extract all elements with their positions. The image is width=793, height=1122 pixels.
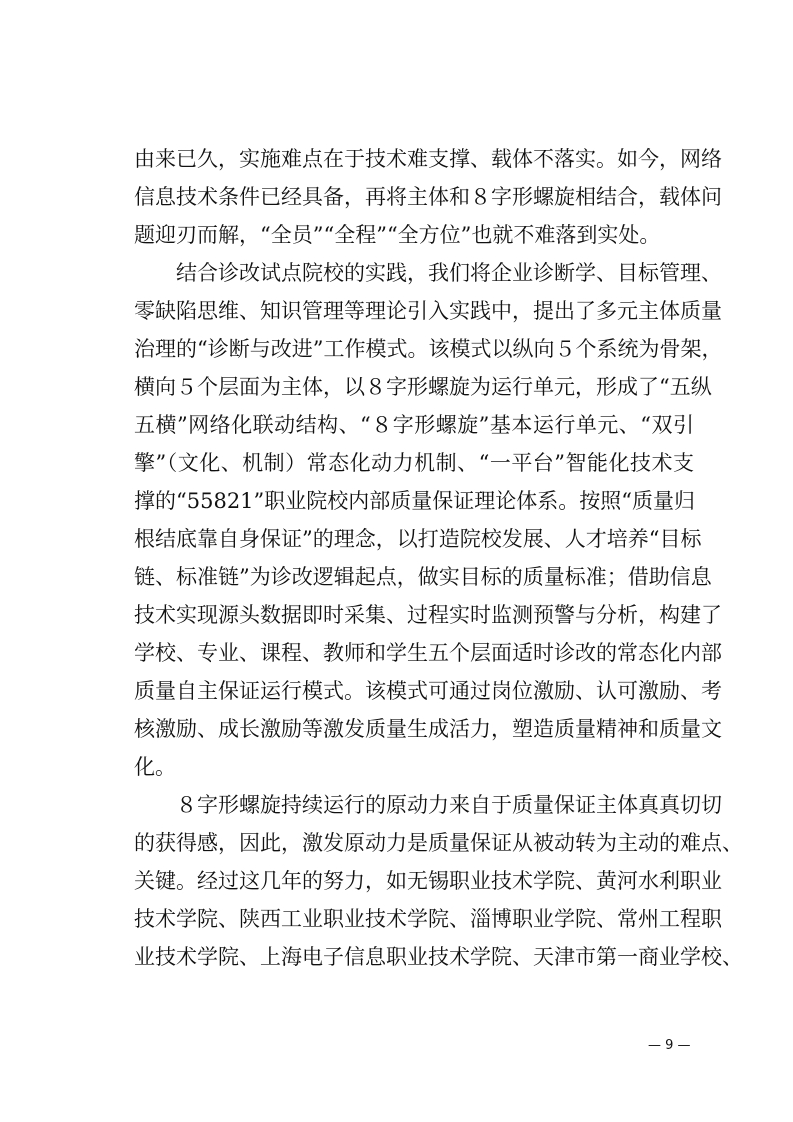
body-text [134, 140, 743, 976]
paragraph-2 [134, 254, 723, 786]
paragraph-3 [134, 786, 743, 976]
text-line: ８字形螺旋持续运行的原动力来自于质量保证主体真真切切 [176, 793, 722, 817]
text-line: 业技术学院、上海电子信息职业技术学院、天津市第一商业学校、 [134, 945, 743, 969]
text-line: 治理的“诊断与改进”工作模式。该模式以纵向５个系统为骨架， [134, 337, 723, 361]
text-line: 关键。经过这几年的努力，如无锡职业技术学院、黄河水利职业 [134, 869, 722, 893]
text-line: 结合诊改试点院校的实践，我们将企业诊断学、目标管理、 [176, 261, 722, 285]
text-line: 由来已久，实施难点在于技术难支撑、载体不落实。如今，网络 [134, 147, 722, 171]
text-line: 链、标准链”为诊改逻辑起点，做实目标的质量标准；借助信息 [134, 565, 712, 589]
text-line: 技术实现源头数据即时采集、过程实时监测预警与分析，构建了 [134, 603, 722, 627]
paragraph-1 [134, 140, 722, 254]
text-line: 的获得感，因此，激发原动力是质量保证从被动转为主动的难点、 [134, 831, 743, 855]
text-line: 质量自主保证运行模式。该模式可通过岗位激励、认可激励、考 [134, 679, 722, 703]
text-line: 零缺陷思维、知识管理等理论引入实践中，提出了多元主体质量 [134, 299, 722, 323]
text-line: 撑的“55821”职业院校内部质量保证理论体系。按照“质量归 [134, 489, 696, 513]
page-number: — 9 — [648, 1038, 691, 1053]
text-line: 化。 [134, 755, 176, 779]
text-line: 根结底靠自身保证”的理念，以打造院校发展、人才培养“目标 [134, 527, 702, 551]
text-line: 信息技术条件已经具备，再将主体和８字形螺旋相结合，载体问 [134, 185, 722, 209]
text-line: 学校、专业、课程、教师和学生五个层面适时诊改的常态化内部 [134, 641, 722, 665]
text-line: 核激励、成长激励等激发质量生成活力，塑造质量精神和质量文 [134, 717, 722, 741]
text-line: 题迎刃而解，“全员”“全程”“全方位”也就不难落到实处。 [134, 223, 661, 247]
text-line: 横向５个层面为主体，以８字形螺旋为运行单元，形成了“五纵 [134, 375, 712, 399]
text-line: 技术学院、陕西工业职业技术学院、淄博职业学院、常州工程职 [134, 907, 722, 931]
text-line: 擎”（文化、机制）常态化动力机制、“一平台”智能化技术支 [134, 451, 694, 475]
text-line: 五横”网络化联动结构、“８字形螺旋”基本运行单元、“双引 [134, 413, 694, 437]
